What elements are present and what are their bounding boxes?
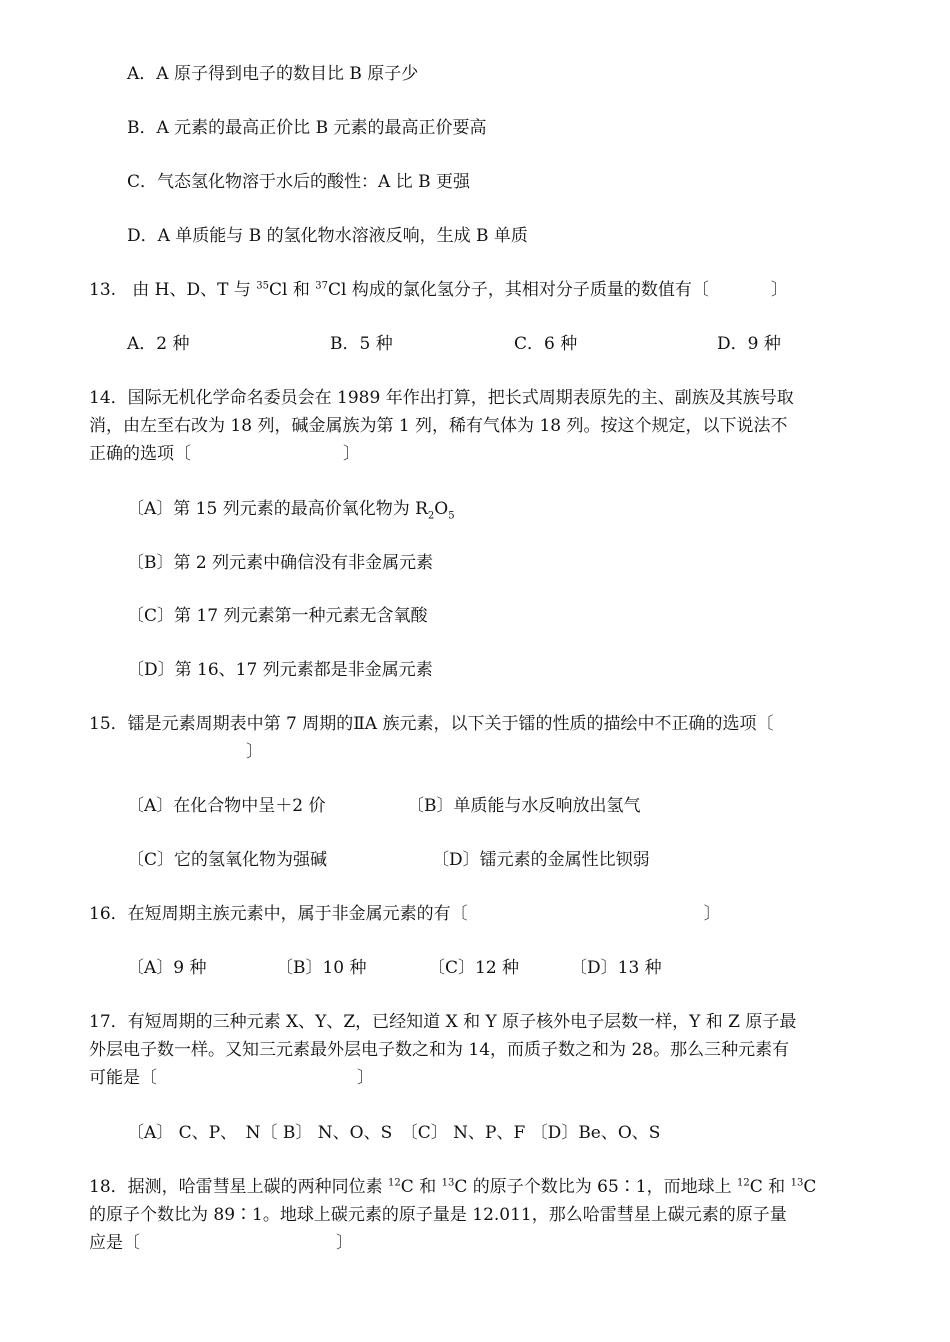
q13-stem-text-3: Cl 构成的氯化氢分子，其相对分子质量的数值有〔 bbox=[328, 280, 709, 300]
q13-mass-37: 37 bbox=[315, 280, 329, 292]
q13-option-c: C．6 种 bbox=[514, 334, 578, 354]
q16-close-bracket: 〕 bbox=[703, 904, 721, 924]
q17-close-bracket: 〕 bbox=[357, 1068, 374, 1088]
q15-option-b: 〔B〕单质能与水反响放出氢气 bbox=[407, 796, 641, 816]
q14-stem-line-2: 消，由左至右改为 18 列，碱金属族为第 1 列，稀有气体为 18 列。按这个规定，以下说法不 bbox=[89, 416, 788, 436]
q13-option-a: A．2 种 bbox=[127, 334, 190, 354]
q15-option-a: 〔A〕在化合物中呈＋2 价 bbox=[127, 796, 326, 816]
q13-stem bbox=[89, 278, 788, 302]
q13-stem-text-1: 由 H、D、T 与 bbox=[132, 280, 257, 300]
q14-stem-line-3 bbox=[89, 442, 360, 466]
q17-options: 〔A〕 C、P、 N〔 B〕 N、O、S 〔C〕 N、P、F 〔D〕Be、O、S bbox=[127, 1123, 661, 1143]
q12-option-a: A．A 原子得到电子的数目比 B 原子少 bbox=[127, 64, 419, 84]
q18-mass-12-b: 12 bbox=[737, 1177, 750, 1189]
q16-option-b: 〔B〕10 种 bbox=[276, 958, 367, 978]
q15-stem-line-2 bbox=[89, 740, 263, 764]
q14-option-a-text: 〔A〕第 15 列元素的最高价氧化物为 R bbox=[127, 499, 428, 519]
q15-option-d: 〔D〕镭元素的金属性比钡弱 bbox=[432, 850, 650, 870]
q16-stem-text: 16．在短周期主族元素中，属于非金属元素的有〔 bbox=[89, 904, 468, 924]
q15-stem-line-1: 15．镭是元素周期表中第 7 周期的ⅡA 族元素，以下关于镭的性质的描绘中不正确的选项〔 bbox=[89, 714, 774, 734]
q14-option-c: 〔C〕第 17 列元素第一种元素无含氧酸 bbox=[127, 606, 428, 626]
q17-stem-line-3 bbox=[89, 1066, 374, 1090]
q14-option-a-o: O bbox=[434, 499, 449, 519]
q12-option-b: B．A 元素的最高正价比 B 元素的最高正价要高 bbox=[127, 118, 487, 138]
q14-subscript-5: 5 bbox=[448, 510, 455, 522]
q13-close-bracket: 〕 bbox=[770, 280, 788, 300]
q18-text-4: C 和 bbox=[749, 1177, 791, 1197]
q18-text-3: C 的原子个数比为 65∶1，而地球上 bbox=[454, 1177, 738, 1197]
q13-mass-35: 35 bbox=[256, 280, 270, 292]
q18-close-bracket: 〕 bbox=[336, 1233, 353, 1253]
q13-option-b: B．5 种 bbox=[330, 334, 393, 354]
q18-text-2: C 和 bbox=[400, 1177, 442, 1197]
q13-option-d: D．9 种 bbox=[717, 334, 781, 354]
q15-close-bracket: 〕 bbox=[246, 742, 263, 762]
q18-mass-12: 12 bbox=[388, 1177, 401, 1189]
q17-stem-text: 可能是〔 bbox=[89, 1068, 157, 1088]
q18-stem-line-1 bbox=[89, 1175, 816, 1199]
q14-subscript-2: 2 bbox=[427, 510, 435, 522]
q16-option-d: 〔D〕13 种 bbox=[570, 958, 662, 978]
q12-option-d: D．A 单质能与 B 的氢化物水溶液反响，生成 B 单质 bbox=[127, 226, 528, 246]
q13-stem-text-2: Cl 和 bbox=[269, 280, 316, 300]
q18-mass-13: 13 bbox=[441, 1177, 455, 1189]
q17-stem-line-1: 17．有短周期的三种元素 X、Y、Z，已经知道 X 和 Y 原子核外电子层数一样，Y 和 Z 原子最 bbox=[89, 1012, 797, 1032]
q18-stem-text: 应是〔 bbox=[89, 1233, 140, 1253]
q15-option-c: 〔C〕它的氢氧化物为强碱 bbox=[127, 850, 328, 870]
q18-text-5: C bbox=[803, 1177, 817, 1197]
q14-option-a bbox=[127, 497, 455, 521]
q17-stem-line-2: 外层电子数一样。又知三元素最外层电子数之和为 14，而质子数之和为 28。那么三种元素有 bbox=[89, 1040, 790, 1060]
q16-option-a: 〔A〕9 种 bbox=[127, 958, 207, 978]
q16-stem bbox=[89, 902, 721, 926]
q16-option-c: 〔C〕12 种 bbox=[428, 958, 520, 978]
q14-stem-text: 正确的选项〔 bbox=[89, 444, 191, 464]
q12-option-c: C．气态氢化物溶于水后的酸性：A 比 B 更强 bbox=[127, 172, 470, 192]
q13-number: 13. bbox=[89, 280, 117, 300]
q14-option-d: 〔D〕第 16、17 列元素都是非金属元素 bbox=[127, 660, 433, 680]
q14-stem-line-1: 14．国际无机化学命名委员会在 1989 年作出打算，把长式周期表原先的主、副族及其族号取 bbox=[89, 388, 794, 408]
q18-stem-line-3 bbox=[89, 1231, 353, 1255]
q18-mass-13-b: 13 bbox=[790, 1177, 804, 1189]
q14-option-b: 〔B〕第 2 列元素中确信没有非金属元素 bbox=[127, 553, 434, 573]
q18-text-1: 18．据测，哈雷彗星上碳的两种同位素 bbox=[89, 1177, 389, 1197]
q18-stem-line-2: 的原子个数比为 89∶1。地球上碳元素的原子量是 12.011，那么哈雷彗星上碳元素的原子量 bbox=[89, 1205, 787, 1225]
q14-close-bracket: 〕 bbox=[343, 444, 360, 464]
